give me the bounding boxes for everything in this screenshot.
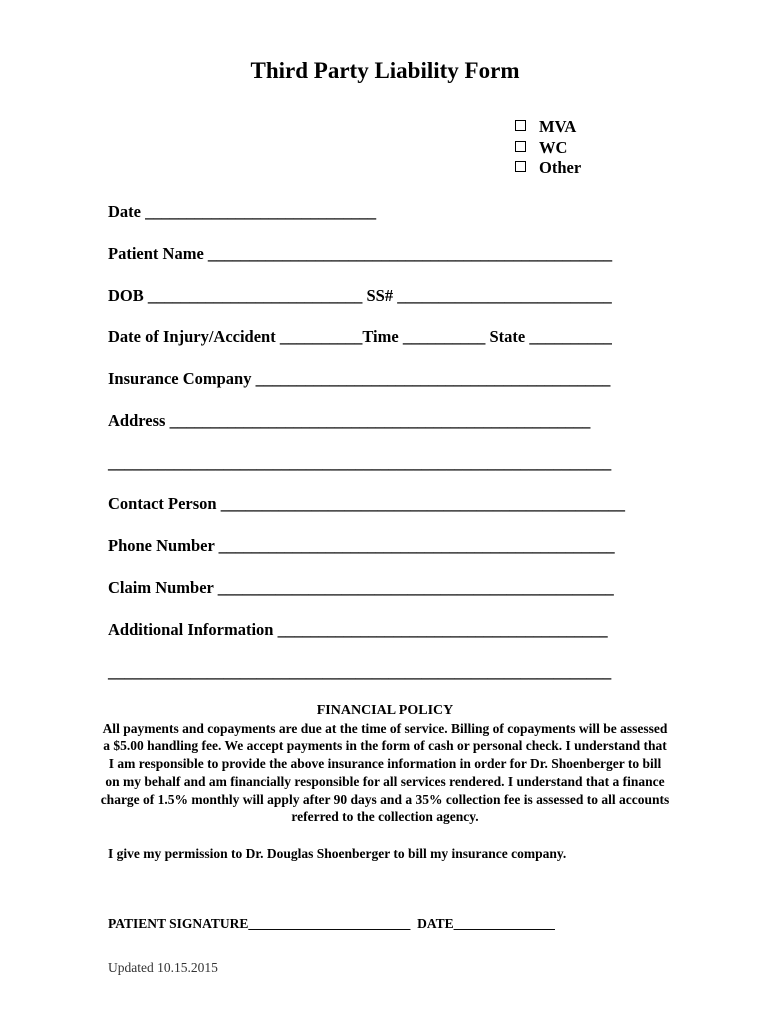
checkbox-box[interactable] [515, 161, 526, 172]
checkbox-other[interactable] [515, 158, 581, 179]
claim-number-field[interactable]: Claim Number ________________________________________________ [108, 578, 614, 597]
address-line-2[interactable]: _____________________________________________________________ [108, 453, 612, 472]
checkbox-label: WC [539, 137, 568, 157]
contact-person-field[interactable]: Contact Person _________________________________________________ [108, 494, 625, 513]
checkbox-label: Other [539, 158, 582, 177]
signature-row [108, 915, 555, 933]
injury-date-time-state-field[interactable]: Date of Injury/Accident __________Time __________ State __________ [108, 327, 612, 346]
checkbox-label: MVA [539, 117, 577, 136]
dob-ss-field[interactable]: DOB __________________________ SS# __________________________ [108, 286, 612, 305]
insurance-company-field[interactable]: Insurance Company ___________________________________________ [108, 369, 611, 388]
checkbox-box[interactable] [515, 120, 526, 131]
form-title: Third Party Liability Form [250, 58, 520, 83]
additional-information-field[interactable]: Additional Information ________________________________________ [108, 620, 608, 639]
financial-policy [100, 702, 670, 826]
address-field[interactable]: Address ___________________________________________________ [108, 411, 591, 430]
date-field[interactable]: Date ____________________________ [108, 202, 377, 221]
updated-date: Updated 10.15.2015 [108, 960, 218, 975]
signature-date-field[interactable]: DATE_______________ [417, 916, 555, 931]
patient-signature-field[interactable]: PATIENT SIGNATURE________________________ [108, 916, 411, 931]
billing-permission: I give my permission to Dr. Douglas Shoenberger to bill my insurance company. [108, 846, 567, 861]
checkbox-box[interactable] [515, 141, 526, 152]
financial-policy-body: All payments and copayments are due at the time of service. Billing of copayments will be assessed a $5.00 handling fee. We accept payments in the form of cash or personal check. I understand that I am responsible to provide the above insurance information in order for Dr. Shoenberger to bill on my behalf and am financially responsible for all services rendered. I understand that a finance charge of 1.5% monthly will apply after 90 days and a 35% collection fee is assessed to all accounts referred to the collection agency. [100, 720, 670, 825]
phone-number-field[interactable]: Phone Number ________________________________________________ [108, 536, 615, 555]
checkbox-mva[interactable] [515, 117, 581, 138]
patient-name-field[interactable]: Patient Name _________________________________________________ [108, 244, 613, 263]
case-type-checkboxes [515, 117, 581, 179]
financial-policy-title: FINANCIAL POLICY [316, 703, 454, 718]
checkbox-wc[interactable] [515, 138, 581, 159]
additional-information-line-2[interactable]: _____________________________________________________________ [108, 662, 612, 681]
